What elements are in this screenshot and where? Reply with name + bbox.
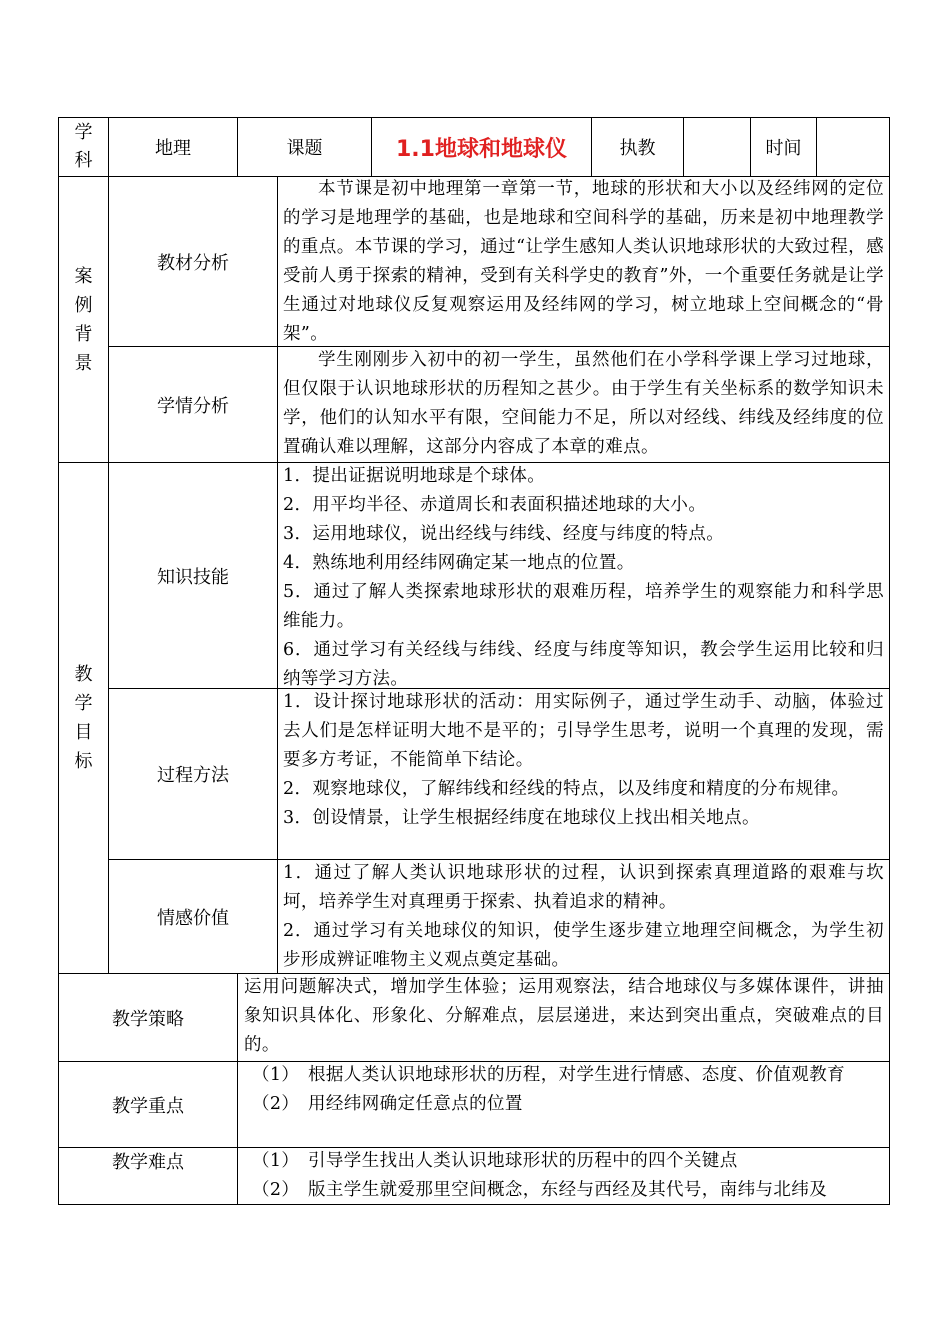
strategy-paragraph: 运用问题解决式，增加学生体验；运用观察法，结合地球仪与多媒体课件，讲抽象知识具体化、形象化、分解难点，层层递进，来达到突出重点，突破难点的目的。 [244, 977, 884, 1055]
list-item [252, 1090, 884, 1119]
item-number: （2） [252, 1180, 300, 1200]
keypoints-list [252, 1061, 884, 1119]
list-item: 5．通过了解人类探索地球形状的艰难历程，培养学生的观察能力和科学思维能力。 [283, 582, 884, 631]
process-methods-list [283, 688, 884, 833]
list-item: 1．设计探讨地球形状的活动：用实际例子，通过学生动手、动脑，体验过去人们是怎样证明大地不是平的；引导学生思考，说明一个真理的发现，需要多方考证，不能简单下结论。 [283, 692, 884, 770]
time-value[interactable] [817, 118, 889, 176]
material-analysis-text [283, 175, 884, 349]
background-section-label: 案 例 背 景 [74, 265, 93, 374]
item-text: 根据人类认识地球形状的历程，对学生进行情感、态度、价值观教育 [308, 1065, 845, 1085]
list-item: 2．用平均半径、赤道周长和表面积描述地球的大小。 [283, 495, 707, 515]
process-methods-label: 过程方法 [157, 765, 229, 786]
strategy-text [244, 973, 884, 1060]
knowledge-skills-label: 知识技能 [157, 566, 229, 588]
list-item: 2．观察地球仪，了解纬线和经线的特点，以及纬度和精度的分布规律。 [283, 779, 850, 799]
list-item: 2．通过学习有关地球仪的知识，使学生逐步建立地理空间概念，为学生初步形成辨证唯物主义观点奠定基础。 [283, 921, 884, 970]
keypoints-label: 教学重点 [112, 1095, 184, 1117]
goals-section-label: 教 学 目 标 [74, 664, 93, 772]
learner-analysis-text [283, 346, 884, 462]
list-item: 4．熟练地利用经纬网确定某一地点的位置。 [283, 553, 635, 573]
difficulties-label: 教学难点 [112, 1152, 184, 1173]
list-item: 1．提出证据说明地球是个球体。 [283, 466, 546, 486]
material-analysis-paragraph: 本节课是初中地理第一章第一节，地球的形状和大小以及经纬网的定位的学习是地理学的基础，也是地球和空间科学的基础，历来是初中地理教学的重点。本节课的学习，通过“让学生感知人类认识地球形状的大致过程，感受前人勇于探索的精神，受到有关科学史的教育”外，一个重要任务就是让学生通过对地球仪反复观察运用及经纬网的学习，树立地球上空间概念的“骨架”。 [283, 179, 884, 344]
list-item [252, 1147, 884, 1176]
strategy-label: 教学策略 [112, 1008, 184, 1030]
material-analysis-label: 教材分析 [157, 252, 229, 274]
learner-analysis-paragraph: 学生刚刚步入初中的初一学生，虽然他们在小学科学课上学习过地球，但仅限于认识地球形状的历程知之甚少。由于学生有关坐标系的数学知识未学，他们的认知水平有限，空间能力不足，所以对经线、纬线及经纬度的位置确认难以理解，这部分内容成了本章的难点。 [283, 350, 884, 457]
emotion-values-label: 情感价值 [157, 907, 229, 929]
list-item: 1．通过了解人类认识地球形状的过程，认识到探索真理道路的艰难与坎坷，培养学生对真理勇于探索、执着追求的精神。 [283, 863, 884, 912]
topic-title: 1.1地球和地球仪 [396, 136, 567, 162]
item-number: （1） [252, 1151, 300, 1171]
teacher-label: 执教 [619, 138, 656, 159]
list-item [252, 1176, 884, 1205]
time-label: 时间 [765, 138, 802, 159]
difficulties-list [252, 1147, 884, 1205]
subject-value: 地理 [155, 138, 191, 159]
item-number: （1） [252, 1065, 300, 1085]
list-item: 3．创设情景，让学生根据经纬度在地球仪上找出相关地点。 [283, 808, 760, 828]
list-item: 6．通过学习有关经线与纬线、经度与纬度等知识，教会学生运用比较和归纳等学习方法。 [283, 640, 884, 689]
teacher-value[interactable] [684, 118, 750, 176]
item-text: 引导学生找出人类认识地球形状的历程中的四个关键点 [308, 1151, 738, 1171]
list-item [252, 1061, 884, 1090]
topic-label: 课题 [286, 138, 323, 159]
list-item: 3．运用地球仪，说出经线与纬线、经度与纬度的特点。 [283, 524, 725, 544]
item-number: （2） [252, 1094, 300, 1114]
item-text: 用经纬网确定任意点的位置 [308, 1094, 523, 1114]
learner-analysis-label: 学情分析 [157, 395, 229, 417]
subject-label: 学 科 [74, 122, 93, 171]
knowledge-skills-list [283, 462, 884, 694]
item-text: 版主学生就爱那里空间概念，东经与西经及其代号，南纬与北纬及 [308, 1180, 828, 1200]
emotion-values-list [283, 859, 884, 975]
